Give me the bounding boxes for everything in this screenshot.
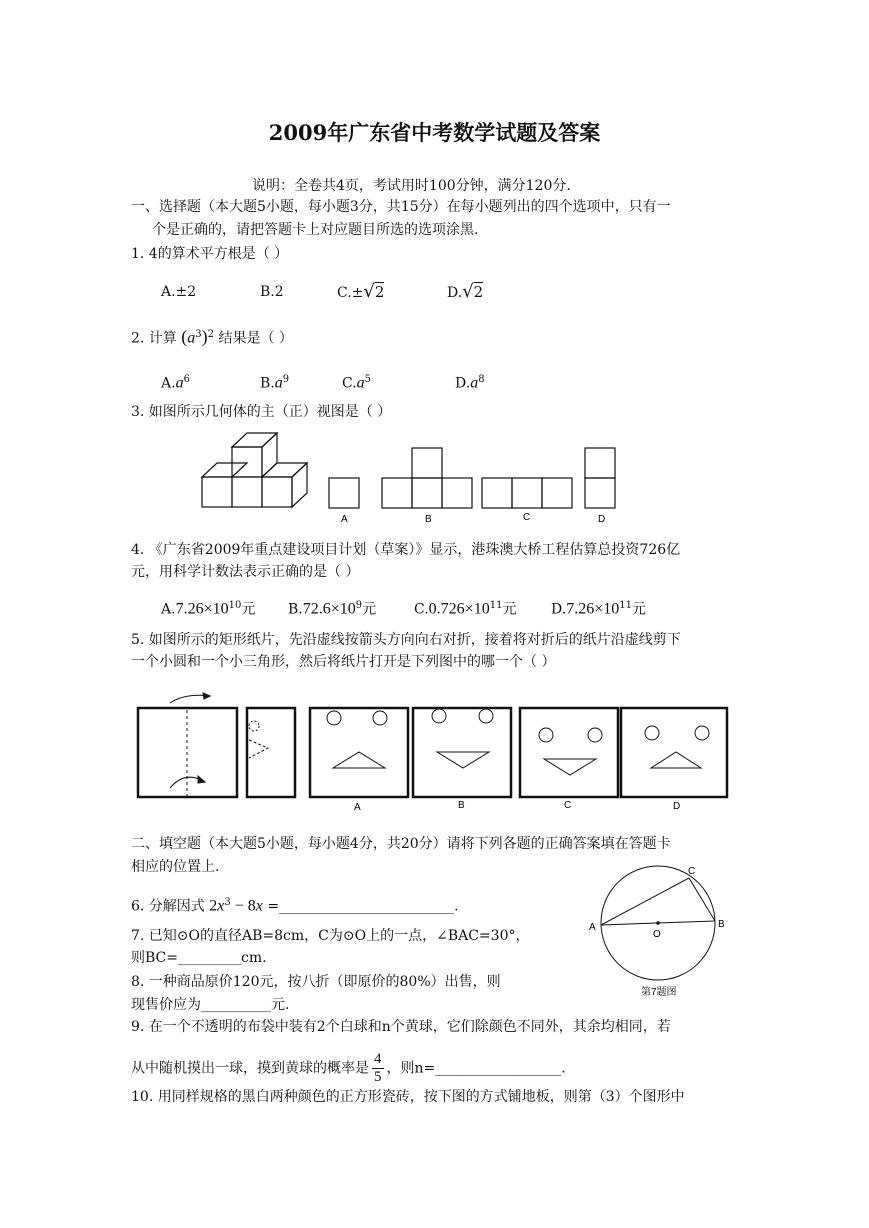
q7-stem-line2: 则BC=_________cm.: [131, 950, 267, 966]
q2-stem: 2. 计算 $(a^3)^2$ 结果是（ ）: [131, 326, 293, 347]
sqrt-symbol: √: [462, 281, 474, 302]
q5-stem-line1: 5. 如图所示的矩形纸片，先沿虚线按箭头方向向右对折，接着将对折后的纸片沿虚线剪下: [131, 632, 681, 648]
q9-stem-line2: 从中随机摸出一球，摸到黄球的概率是 $\frac{4}{5}$ ，则n=__________________.: [131, 1051, 566, 1085]
q3-label-c: C: [523, 512, 531, 523]
chord-bc: [689, 878, 715, 921]
option-b-view: [382, 448, 472, 508]
q5-stem-line2: 一个小圆和一个小三角形，然后将纸片打开是下列图中的哪一个（ ）: [131, 654, 556, 670]
label-b: B: [718, 919, 725, 930]
q3-stem: 3. 如图所示几何体的主（正）视图是（ ）: [131, 404, 392, 420]
section1-instruction: 个是正确的，请把答题卡上对应题目所选的选项涂黑.: [152, 222, 479, 238]
q10-stem-line1: 10. 用同样规格的黑白两种颜色的正方形瓷砖，按下图的方式铺地板，则第（3）个图形中: [131, 1089, 685, 1105]
q4-stem-line2: 元，用科学计数法表示正确的是（ ）: [131, 564, 360, 580]
q2-option-b: $B.a^9$: [260, 374, 290, 392]
isometric-solid: [202, 433, 307, 507]
q9-stem-line1: 9. 在一个不透明的布袋中装有2个白球和n个黄球，它们除颜色不同外，其余均相同，若: [131, 1019, 671, 1035]
q5-label-a: A: [354, 802, 361, 813]
section2-heading: 二、填空题（本大题5小题，每小题4分，共20分）请将下列各题的正确答案填在答题卡: [131, 836, 671, 852]
q5-option-a: [310, 708, 408, 797]
q4-option-c: $C.0.726\times 10^{11}$元: [414, 600, 517, 618]
section2-instruction: 相应的位置上.: [131, 859, 220, 875]
q2-option-d: $D.a^8$: [455, 374, 485, 392]
section1-heading: 一、选择题（本大题5小题，每小题3分，共15分）在每小题列出的四个选项中，只有一: [131, 199, 671, 215]
option-c-view: [482, 478, 572, 508]
q5-figure: [130, 688, 740, 813]
paper-sheet: [138, 693, 237, 797]
q3-label-b: B: [425, 514, 432, 525]
option-d-view: [585, 448, 615, 508]
page-title: 2009年广东省中考数学试题及答案: [268, 120, 601, 145]
q3-figure: [195, 425, 625, 530]
q5-option-d: [621, 708, 727, 797]
q8-stem-line2: 现售价应为__________元.: [131, 997, 290, 1013]
q4-option-a: $A.7.26\times 10^{10}$元: [161, 600, 256, 618]
label-o: O: [653, 929, 661, 940]
q1-stem: 1. 4的算术平方根是（ ）: [131, 246, 289, 262]
q7-stem-line1: 7. 已知⊙O的直径AB=8cm，C为⊙O上的一点，∠BAC=30°，: [131, 928, 530, 944]
q5-label-c: C: [564, 800, 572, 811]
q8-stem-line1: 8. 一种商品原价120元，按八折（即原价的80%）出售，则: [131, 974, 501, 990]
exam-note: 说明：全卷共4页，考试用时100分钟，满分120分.: [252, 178, 571, 194]
q5-label-b: B: [458, 800, 465, 811]
q4-stem-line1: 4. 《广东省2009年重点建设项目计划（草案）》显示，港珠澳大桥工程估算总投资726亿: [131, 542, 681, 558]
q4-option-b: $B.72.6\times 10^9$元: [288, 600, 377, 618]
q3-label-a: A: [341, 514, 348, 525]
q5-label-d: D: [673, 801, 681, 812]
q3-label-d: D: [598, 514, 606, 525]
center-point: [656, 921, 660, 925]
q1-option-d: D.√2: [447, 281, 484, 302]
sqrt-symbol: √: [363, 281, 375, 302]
q1-option-a: A.±2: [161, 284, 197, 300]
fraction: $\frac{4}{5}$: [374, 1051, 382, 1085]
q5-option-b: [413, 708, 511, 797]
label-c: C: [688, 866, 696, 877]
fig7-circle-diagram: [585, 858, 735, 1003]
q1-option-b: B.2: [260, 284, 284, 300]
fig7-caption: 第7题图: [641, 987, 677, 998]
label-a: A: [589, 922, 596, 933]
chord-ac: [601, 878, 689, 925]
q5-option-c: [520, 708, 618, 797]
q2-option-a: $A.a^6$: [161, 374, 190, 392]
option-a-view: [329, 478, 359, 508]
folded-sheet: [247, 708, 295, 797]
q2-option-c: $C.a^5$: [342, 374, 372, 392]
q1-option-c: C.±√2: [337, 281, 385, 302]
q6-stem: 6. 分解因式 $2x^3 - 8x$ =_________________________.: [131, 897, 459, 915]
q4-option-d: $D.7.26\times 10^{11}$元: [551, 600, 646, 618]
